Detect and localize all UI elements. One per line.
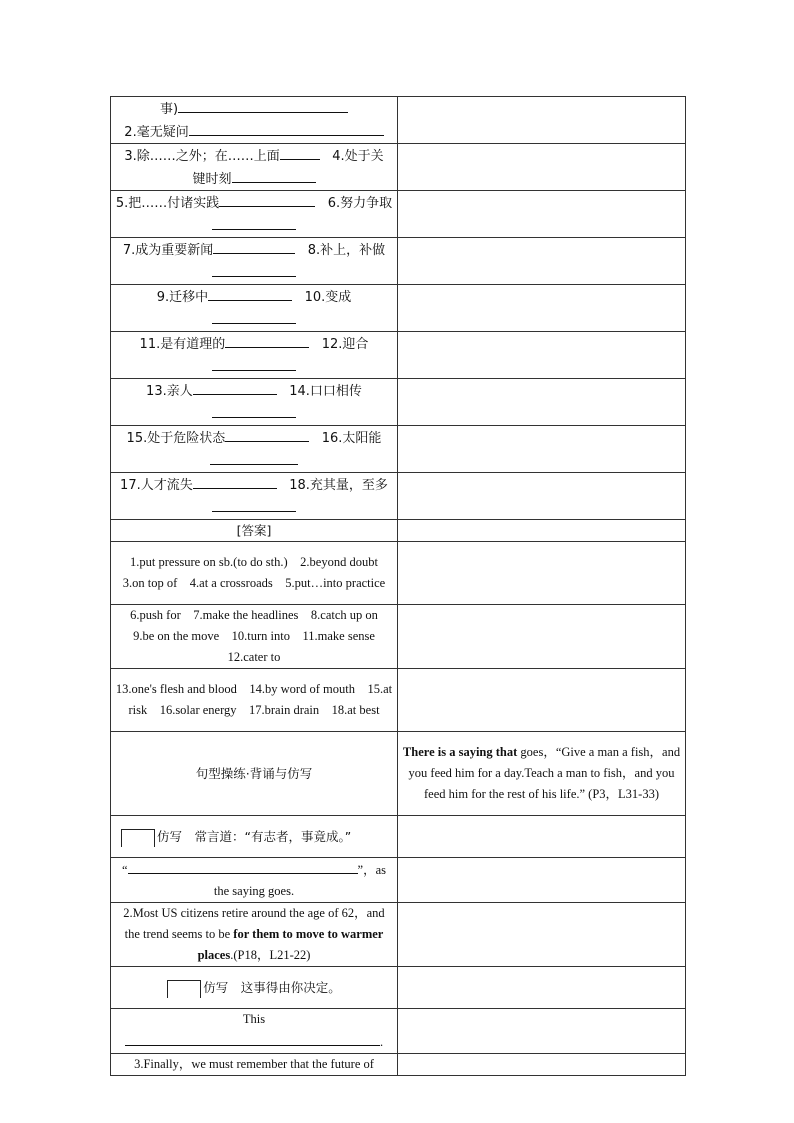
vocab-item: 5.把……付诸实践 (115, 196, 220, 211)
answer-blank[interactable] (212, 214, 296, 230)
imitation-label: 仿写 (203, 980, 229, 995)
sentence-2 (111, 903, 398, 967)
period: . (379, 1035, 384, 1049)
sentence-text: .(P18，L21-22) (230, 948, 311, 962)
table-row (111, 144, 686, 191)
table-row (111, 669, 686, 732)
empty-cell (398, 1009, 686, 1054)
imitation-text: 常言道：“有志者，事竟成。” (194, 829, 352, 844)
table-row (111, 238, 686, 285)
table-row (111, 732, 686, 816)
vocab-item: 7.成为重要新闻 (122, 243, 214, 258)
vocab-item: 12.迎合 (321, 337, 369, 352)
table-row (111, 332, 686, 379)
empty-cell (398, 426, 686, 473)
empty-cell (398, 473, 686, 520)
answer-blank[interactable] (212, 261, 296, 277)
answer-blank[interactable] (280, 144, 320, 160)
vocab-cell (111, 379, 398, 426)
answer-blank[interactable] (219, 191, 315, 207)
vocab-item: 键时刻 (192, 172, 232, 187)
vocab-cell (111, 473, 398, 520)
answers-text: 13.one's flesh and blood 14.by word of mouth 15.at risk 16.solar energy 17.brain drain 18.at best (111, 669, 398, 732)
empty-cell (398, 903, 686, 967)
table-row (111, 967, 686, 1009)
imitation-text: 这事得由你决定。 (240, 980, 341, 995)
empty-cell (398, 520, 686, 542)
answer-blank[interactable] (212, 355, 296, 371)
vocab-item: 13.亲人 (146, 384, 193, 399)
imitation-prompt (111, 967, 398, 1009)
table-row (111, 605, 686, 669)
quote-close: ”，as (357, 863, 387, 877)
table-row (111, 1054, 686, 1076)
empty-cell (398, 379, 686, 426)
vocab-cell (111, 426, 398, 473)
vocab-cell (111, 144, 398, 191)
vocab-cell (111, 238, 398, 285)
vocab-item: 15.处于危险状态 (126, 431, 226, 446)
worksheet-table (110, 96, 686, 1076)
empty-cell (398, 332, 686, 379)
answer-blank[interactable] (212, 308, 296, 324)
answer-blank[interactable] (208, 285, 292, 301)
vocab-item: 9.迁移中 (156, 290, 209, 305)
vocab-item: 17.人才流失 (120, 478, 193, 493)
section-title: 句型操练·背诵与仿写 (111, 732, 398, 816)
vocab-item: 2.毫无疑问 (124, 125, 189, 140)
imitation-label: 仿写 (157, 829, 183, 844)
answer-blank[interactable] (225, 332, 309, 348)
imitation-answer (111, 858, 398, 903)
vocab-item: 6.努力争取 (327, 196, 393, 211)
empty-cell (398, 97, 686, 144)
table-row (111, 903, 686, 967)
empty-cell (398, 858, 686, 903)
empty-cell (398, 144, 686, 191)
imitation-tail: the saying goes. (213, 884, 295, 898)
sentence-text: 2.Most US citizens retire around the age of 62，and the trend seems to be (123, 906, 385, 941)
vocab-cell (111, 191, 398, 238)
vocab-item: 8.补上，补做 (307, 243, 386, 258)
empty-cell (398, 238, 686, 285)
table-row (111, 191, 686, 238)
imitation-prompt (111, 816, 398, 858)
answer-blank[interactable] (212, 402, 296, 418)
answer-blank[interactable] (232, 167, 316, 183)
vocab-item: 事) (159, 102, 179, 117)
answer-blank[interactable] (189, 120, 384, 136)
answers-header: [答案] (111, 520, 398, 542)
empty-cell (398, 605, 686, 669)
vocab-cell (111, 285, 398, 332)
vocab-item: 18.充其量，至多 (289, 478, 388, 493)
empty-cell (398, 542, 686, 605)
empty-cell (398, 1054, 686, 1076)
answer-blank[interactable] (210, 449, 298, 465)
vocab-cell (111, 97, 398, 144)
table-row (111, 1009, 686, 1054)
vocab-item: 16.太阳能 (321, 431, 382, 446)
tag-box (167, 980, 201, 998)
sentence-bold: for them to move to warmer places (197, 927, 384, 962)
sentence-bold: There is a saying that (402, 745, 518, 759)
empty-cell (398, 191, 686, 238)
table-row (111, 97, 686, 144)
sentence-1 (398, 732, 686, 816)
sentence-text: goes，“Give a man a fish，and you feed him for a day.Teach a man to fish，and you feed him for the rest of his life.” (P3，L31-33) (408, 745, 681, 801)
answer-blank[interactable] (128, 858, 358, 874)
vocab-item: 3.除……之外；在……上面 (124, 149, 280, 164)
tag-box (121, 829, 155, 847)
quote-open: “ (121, 863, 128, 877)
answers-text: 1.put pressure on sb.(to do sth.) 2.beyond doubt 3.on top of 4.at a crossroads 5.put…into practice (111, 542, 398, 605)
answer-blank[interactable] (212, 496, 296, 512)
empty-cell (398, 285, 686, 332)
answer-blank[interactable] (193, 379, 277, 395)
table-row (111, 379, 686, 426)
vocab-cell (111, 332, 398, 379)
answer-blank[interactable] (225, 426, 309, 442)
table-row (111, 520, 686, 542)
vocab-item: 14.口口相传 (289, 384, 362, 399)
table-row (111, 473, 686, 520)
answer-blank[interactable] (193, 473, 277, 489)
sentence-3: 3.Finally，we must remember that the future of (111, 1054, 398, 1076)
imitation-answer (111, 1009, 398, 1054)
imitation-start: This (242, 1012, 266, 1026)
table-row (111, 858, 686, 903)
table-row (111, 285, 686, 332)
table-row (111, 426, 686, 473)
vocab-item: 11.是有道理的 (139, 337, 226, 352)
empty-cell (398, 816, 686, 858)
answer-blank[interactable] (213, 238, 295, 254)
empty-cell (398, 669, 686, 732)
vocab-item: 10.变成 (304, 290, 352, 305)
answer-blank[interactable] (125, 1030, 380, 1046)
answer-blank[interactable] (178, 97, 348, 113)
answers-text: 6.push for 7.make the headlines 8.catch up on 9.be on the move 10.turn into 11.make sense 12.cater to (111, 605, 398, 669)
table-row (111, 542, 686, 605)
vocab-item: 4.处于关 (332, 149, 384, 164)
table-row (111, 816, 686, 858)
empty-cell (398, 967, 686, 1009)
